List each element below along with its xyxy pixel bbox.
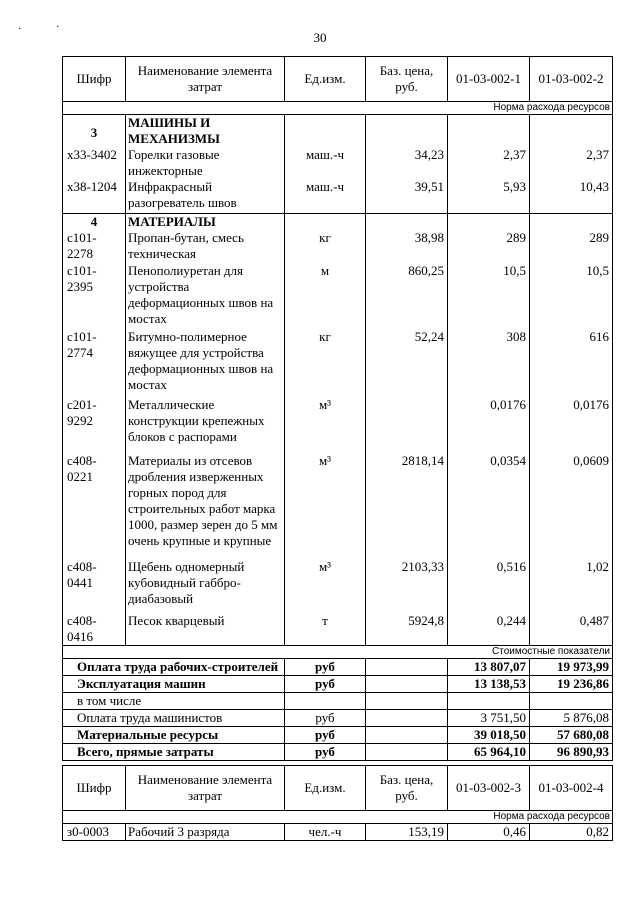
header-code: Шифр: [63, 766, 126, 811]
summary-value-1: 13 807,07: [448, 658, 530, 675]
summary-label: Оплата труда машинистов: [63, 709, 285, 726]
summary-unit: руб: [285, 675, 366, 692]
item-value-2: 616: [530, 329, 613, 397]
norm-label: Норма расхода ресурсов: [63, 102, 613, 115]
item-name: Материалы из отсевов дробления изверженных горных пород для строительных работ марка 1000, размер зерен до 5 мм очень крупные и крупные: [126, 453, 285, 559]
item-value-1: 10,5: [448, 263, 530, 329]
cost-label-row: [63, 645, 613, 658]
item-code: с101-2278: [63, 230, 126, 263]
table-row: [63, 147, 613, 179]
header-col1: 01-03-002-3: [448, 766, 530, 811]
item-value-1: 0,0354: [448, 453, 530, 559]
item-value-2: 289: [530, 230, 613, 263]
summary-value-1: 39 018,50: [448, 726, 530, 743]
table-row: [63, 453, 613, 559]
item-name: Инфракрасный разогреватель швов: [126, 179, 285, 213]
summary-label: в том числе: [63, 692, 285, 709]
summary-unit: руб: [285, 709, 366, 726]
item-value-2: 10,43: [530, 179, 613, 213]
item-price: 153,19: [366, 824, 448, 841]
item-unit: чел.-ч: [285, 824, 366, 841]
item-value-1: 0,0176: [448, 397, 530, 453]
item-value-1: 0,244: [448, 613, 530, 646]
item-value-2: 1,02: [530, 559, 613, 613]
item-name: Битумно-полимерное вяжущее для устройства деформационных швов на мостах: [126, 329, 285, 397]
summary-value-2: 57 680,08: [530, 726, 613, 743]
summary-value-1: 13 138,53: [448, 675, 530, 692]
item-value-1: 0,516: [448, 559, 530, 613]
item-unit: т: [285, 613, 366, 646]
item-value-1: 308: [448, 329, 530, 397]
section-number: 3: [63, 115, 126, 148]
table-row: [63, 397, 613, 453]
item-code: с101-2774: [63, 329, 126, 397]
table-row: [63, 824, 613, 841]
item-code: з0-0003: [63, 824, 126, 841]
summary-row: [63, 709, 613, 726]
summary-row: [63, 743, 613, 760]
header-unit: Ед.изм.: [285, 57, 366, 102]
header-name: Наименование элемента затрат: [126, 57, 285, 102]
item-price: 2103,33: [366, 559, 448, 613]
summary-value-2: [530, 692, 613, 709]
item-unit: кг: [285, 329, 366, 397]
table-row: [63, 329, 613, 397]
summary-value-2: 5 876,08: [530, 709, 613, 726]
item-price: 52,24: [366, 329, 448, 397]
item-code: с101-2395: [63, 263, 126, 329]
item-value-2: 0,0609: [530, 453, 613, 559]
item-price: 5924,8: [366, 613, 448, 646]
resource-table-1: [62, 56, 613, 761]
summary-unit: руб: [285, 658, 366, 675]
summary-row: [63, 692, 613, 709]
header-col2: 01-03-002-2: [530, 57, 613, 102]
summary-value-1: 3 751,50: [448, 709, 530, 726]
cost-label: Стоимостные показатели: [63, 645, 613, 658]
item-value-2: 0,82: [530, 824, 613, 841]
table-row: [63, 230, 613, 263]
table-row: [63, 559, 613, 613]
table-row: [63, 263, 613, 329]
header-col2: 01-03-002-4: [530, 766, 613, 811]
item-value-1: 2,37: [448, 147, 530, 179]
summary-value-2: 19 973,99: [530, 658, 613, 675]
summary-value-2: 96 890,93: [530, 743, 613, 760]
item-code: х38-1204: [63, 179, 126, 213]
item-name: Горелки газовые инжекторные: [126, 147, 285, 179]
item-unit: маш.-ч: [285, 179, 366, 213]
item-price: [366, 397, 448, 453]
item-name: Щебень одномерный кубовидный габбро-диабазовый: [126, 559, 285, 613]
summary-label: Оплата труда рабочих-строителей: [63, 658, 285, 675]
header-code: Шифр: [63, 57, 126, 102]
item-code: с201-9292: [63, 397, 126, 453]
section-title: МАШИНЫ И МЕХАНИЗМЫ: [126, 115, 285, 148]
norm-label-row: [63, 811, 613, 824]
item-code: с408-0221: [63, 453, 126, 559]
item-code: с408-0416: [63, 613, 126, 646]
item-name: Металлические конструкции крепежных блоков с распорами: [126, 397, 285, 453]
table-header: [63, 766, 613, 811]
item-value-2: 10,5: [530, 263, 613, 329]
norm-label: Норма расхода ресурсов: [63, 811, 613, 824]
summary-label: Всего, прямые затраты: [63, 743, 285, 760]
item-price: 34,23: [366, 147, 448, 179]
summary-label: Эксплуатация машин: [63, 675, 285, 692]
item-unit: маш.-ч: [285, 147, 366, 179]
section-row: [63, 115, 613, 148]
item-name: Пенополиуретан для устройства деформационных швов на мостах: [126, 263, 285, 329]
page-number: 30: [313, 30, 327, 45]
item-value-2: 2,37: [530, 147, 613, 179]
item-name: Рабочий 3 разряда: [126, 824, 285, 841]
section-row: [63, 213, 613, 230]
summary-row: [63, 726, 613, 743]
item-unit: м³: [285, 453, 366, 559]
item-value-1: 0,46: [448, 824, 530, 841]
table-row: [63, 179, 613, 213]
item-value-2: 0,0176: [530, 397, 613, 453]
item-unit: м: [285, 263, 366, 329]
item-unit: м³: [285, 559, 366, 613]
summary-unit: руб: [285, 743, 366, 760]
item-code: с408-0441: [63, 559, 126, 613]
table-row: [63, 613, 613, 646]
item-name: Пропан-бутан, смесь техническая: [126, 230, 285, 263]
summary-label: Материальные ресурсы: [63, 726, 285, 743]
item-price: 2818,14: [366, 453, 448, 559]
item-unit: кг: [285, 230, 366, 263]
summary-value-2: 19 236,86: [530, 675, 613, 692]
summary-unit: руб: [285, 726, 366, 743]
section-number: 4: [63, 213, 126, 230]
item-price: 860,25: [366, 263, 448, 329]
norm-label-row: [63, 102, 613, 115]
item-value-1: 289: [448, 230, 530, 263]
item-unit: м³: [285, 397, 366, 453]
item-price: 39,51: [366, 179, 448, 213]
item-code: х33-3402: [63, 147, 126, 179]
header-price: Баз. цена, руб.: [366, 57, 448, 102]
header-price: Баз. цена, руб.: [366, 766, 448, 811]
resource-table-2: [62, 765, 613, 841]
item-name: Песок кварцевый: [126, 613, 285, 646]
item-price: 38,98: [366, 230, 448, 263]
summary-unit: [285, 692, 366, 709]
table-header: [63, 57, 613, 102]
item-value-1: 5,93: [448, 179, 530, 213]
summary-value-1: 65 964,10: [448, 743, 530, 760]
header-col1: 01-03-002-1: [448, 57, 530, 102]
section-title: МАТЕРИАЛЫ: [126, 213, 285, 230]
summary-value-1: [448, 692, 530, 709]
summary-row: [63, 675, 613, 692]
summary-row: [63, 658, 613, 675]
header-name: Наименование элемента затрат: [126, 766, 285, 811]
header-unit: Ед.изм.: [285, 766, 366, 811]
item-value-2: 0,487: [530, 613, 613, 646]
